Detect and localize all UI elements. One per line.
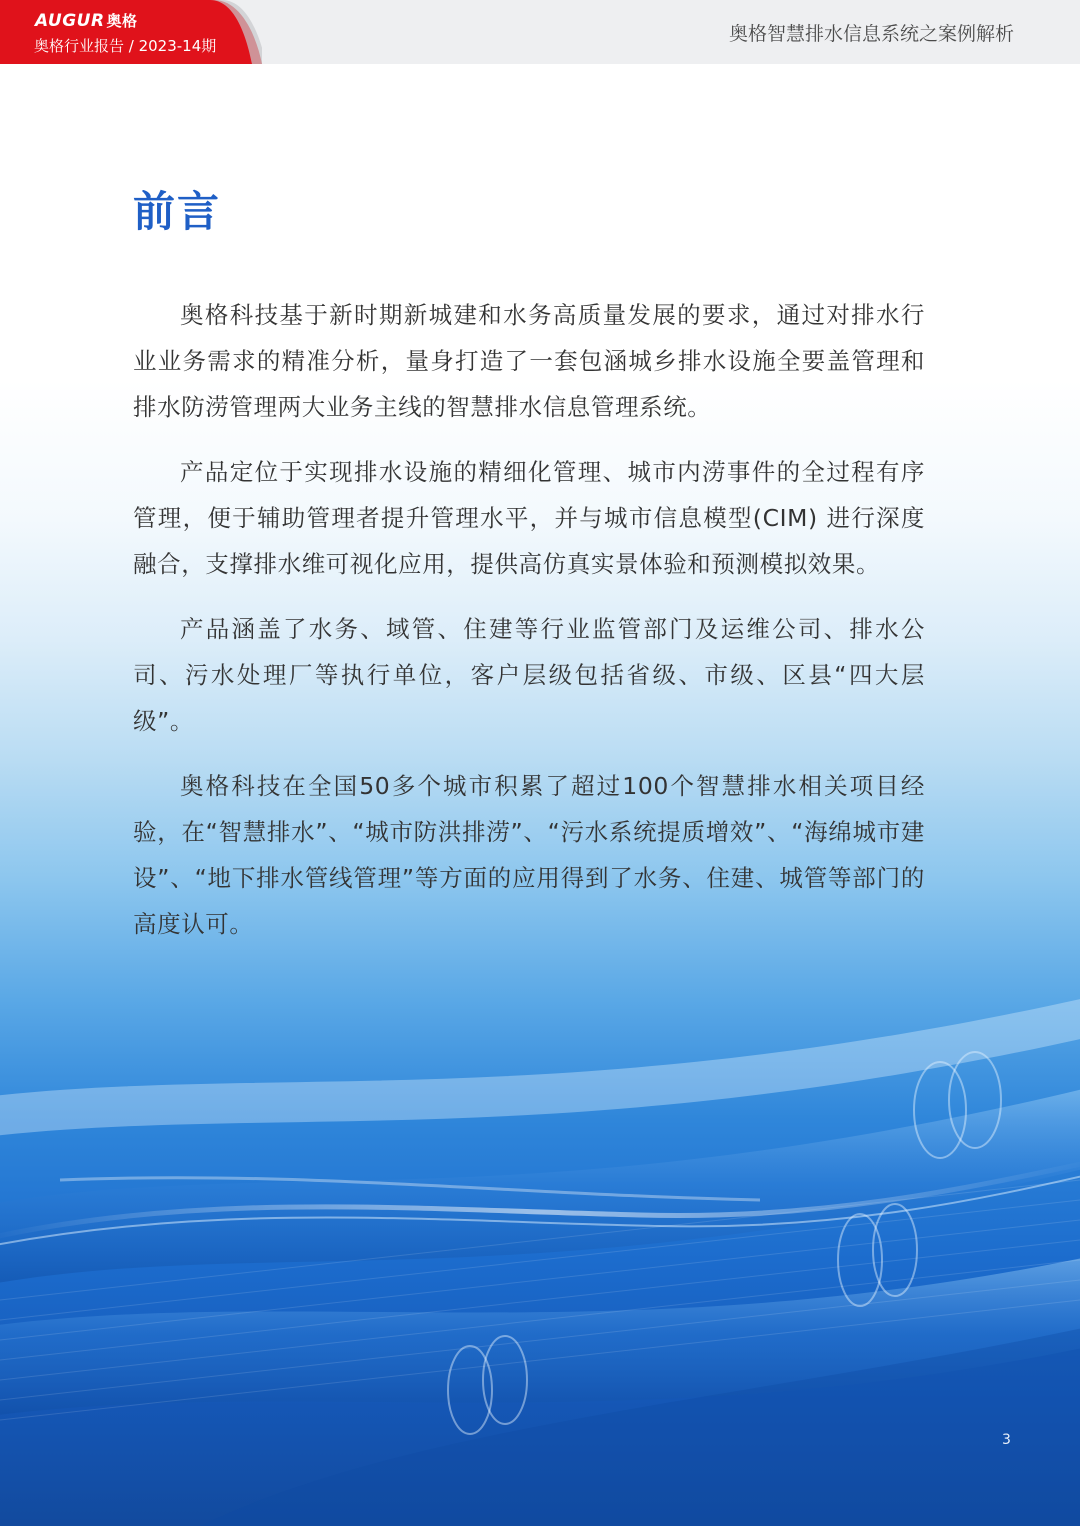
page-header (0, 0, 1080, 64)
paragraph: 奥格科技基于新时期新城建和水务高质量发展的要求，通过对排水行业业务需求的精准分析，量身打造了一套包涵城乡排水设施全要盖管理和排水防涝管理两大业务主线的智慧排水信息管理系统。 (133, 301, 925, 421)
body-text (133, 292, 925, 966)
paragraph: 产品涵盖了水务、域管、住建等行业监管部门及运维公司、排水公司、污水处理厂等执行单位，客户层级包括省级、市级、区县“四大层级”。 (133, 615, 925, 735)
document-title: 奥格智慧排水信息系统之案例解析 (728, 23, 1014, 45)
brand-logo-cn: 奥格 (106, 12, 138, 30)
report-issue: 奥格行业报告 / 2023-14期 (34, 37, 217, 55)
section-title: 前言 (133, 187, 222, 236)
page-number: 3 (1002, 1432, 1011, 1448)
brand-logo (35, 11, 138, 31)
paragraph: 产品定位于实现排水设施的精细化管理、城市内涝事件的全过程有序管理，便于辅助管理者提升管理水平，并与城市信息模型(CIM) 进行深度融合，支撑排水维可视化应用，提供高仿真实景体验和预测模拟效果。 (133, 458, 925, 578)
brand-logo-text: AUGUR (35, 11, 105, 31)
paragraph: 奥格科技在全国50多个城市积累了超过100个智慧排水相关项目经验，在“智慧排水”、“城市防洪排涝”、“污水系统提质增效”、“海绵城市建设”、“地下排水管线管理”等方面的应用得到了水务、住建、城管等部门的高度认可。 (133, 772, 925, 938)
